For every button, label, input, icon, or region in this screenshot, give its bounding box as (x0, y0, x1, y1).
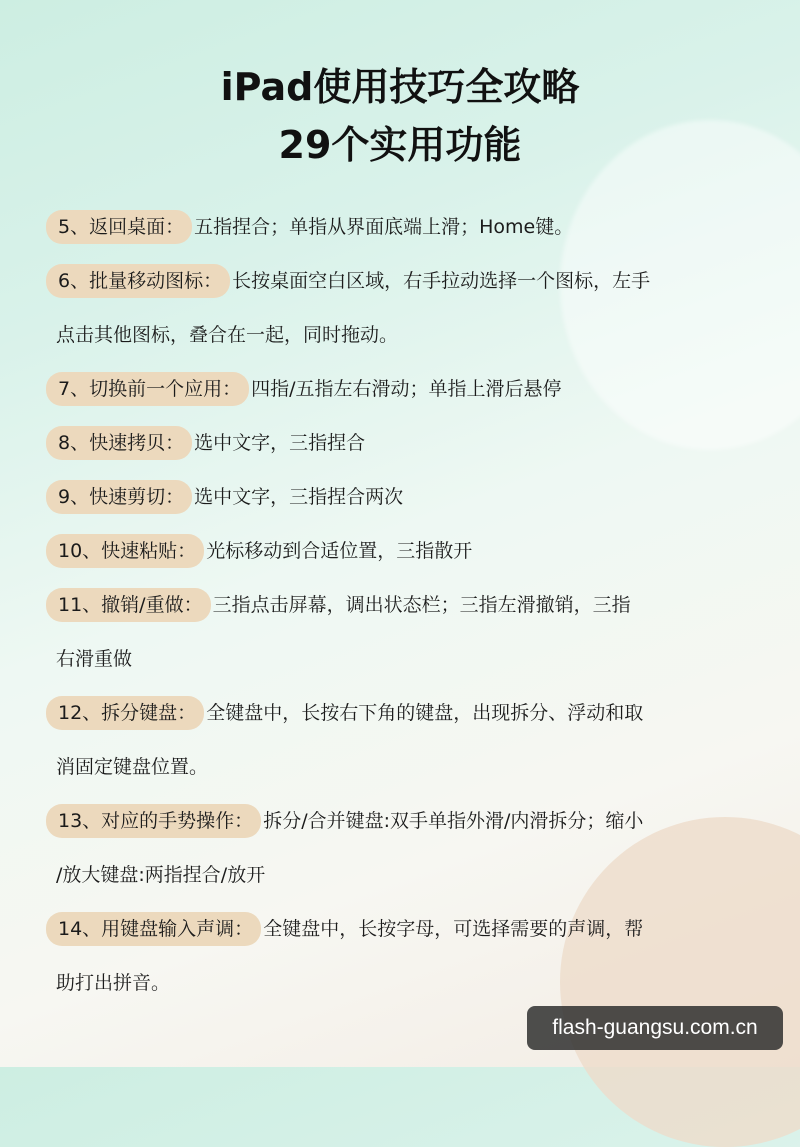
tips-list (46, 200, 758, 1010)
item-text: 选中文字，三指捏合两次 (194, 486, 404, 508)
item-label: 8、快速拷贝： (46, 426, 192, 460)
item-text: 全键盘中，长按右下角的键盘，出现拆分、浮动和取 (206, 702, 644, 724)
item-text: 全键盘中，长按字母，可选择需要的声调，帮 (263, 918, 644, 940)
item-text-cont: 消固定键盘位置。 (56, 756, 209, 778)
item-text-cont: 助打出拼音。 (56, 972, 171, 994)
item-text: 选中文字，三指捏合 (194, 432, 366, 454)
title-line-2: 29个实用功能 (278, 123, 522, 167)
item-text: 拆分/合并键盘:双手单指外滑/内滑拆分；缩小 (263, 810, 644, 832)
item-label: 5、返回桌面： (46, 210, 192, 244)
item-text: 光标移动到合适位置，三指散开 (206, 540, 473, 562)
item-label: 6、批量移动图标： (46, 264, 230, 298)
item-text: 五指捏合；单指从界面底端上滑；Home键。 (194, 216, 574, 238)
item-label: 9、快速剪切： (46, 480, 192, 514)
page-title (0, 58, 800, 174)
list-item (46, 200, 758, 254)
list-item (46, 254, 758, 362)
list-item (46, 686, 758, 794)
watermark: flash-guangsu.com.cn (527, 1006, 783, 1050)
item-label: 10、快速粘贴： (46, 534, 204, 568)
list-item (46, 470, 758, 524)
item-text: 四指/五指左右滑动；单指上滑后悬停 (251, 378, 562, 400)
list-item (46, 362, 758, 416)
item-text-cont: /放大键盘:两指捏合/放开 (56, 864, 266, 886)
item-label: 7、切换前一个应用： (46, 372, 249, 406)
list-item (46, 524, 758, 578)
item-text: 三指点击屏幕，调出状态栏；三指左滑撤销，三指 (212, 594, 631, 616)
item-label: 12、拆分键盘： (46, 696, 204, 730)
item-text: 长按桌面空白区域，右手拉动选择一个图标，左手 (232, 270, 651, 292)
item-label: 11、撤销/重做： (46, 588, 211, 622)
item-label: 14、用键盘输入声调： (46, 912, 261, 946)
item-text-cont: 点击其他图标，叠合在一起，同时拖动。 (56, 324, 399, 346)
list-item (46, 416, 758, 470)
item-text-cont: 右滑重做 (56, 648, 133, 670)
title-line-1: iPad使用技巧全攻略 (220, 65, 580, 109)
list-item (46, 578, 758, 686)
list-item (46, 902, 758, 1010)
list-item (46, 794, 758, 902)
item-label: 13、对应的手势操作： (46, 804, 261, 838)
